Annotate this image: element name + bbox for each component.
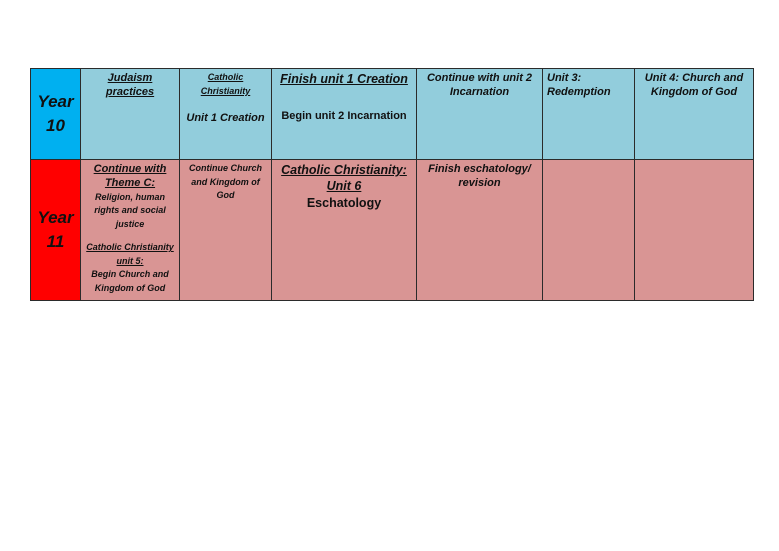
cell-text: Unit 4: Church and Kingdom of God <box>644 72 744 99</box>
cell-y10-finish-creation <box>272 69 417 160</box>
cell-y11-theme-c <box>81 160 180 301</box>
cell-body: Unit 1 Creation <box>186 112 265 124</box>
cell-y10-incarnation <box>417 69 543 160</box>
year-11-row <box>31 160 754 301</box>
cell-body-2: Begin Church and Kingdom of God <box>91 269 169 293</box>
cell-heading: Continue with Theme C: <box>93 163 167 190</box>
cell-y11-empty-2 <box>635 160 754 301</box>
cell-text: Unit 3: Redemption <box>547 72 611 99</box>
cell-body: Religion, human rights and social justice <box>94 191 166 229</box>
cell-body: Eschatology <box>306 195 382 210</box>
cell-y10-redemption <box>543 69 635 160</box>
cell-heading-2: Catholic Christianity unit 5: <box>86 242 174 266</box>
cell-text: Finish eschatology/ revision <box>428 163 531 190</box>
cell-text: Continue Church and Kingdom of God <box>189 163 262 200</box>
cell-y10-church-kingdom <box>635 69 754 160</box>
cell-y11-finish-eschatology <box>417 160 543 301</box>
year-11-label: Year 11 <box>31 160 81 301</box>
cell-text: Continue with unit 2 Incarnation <box>426 72 533 99</box>
cell-y11-empty-1 <box>543 160 635 301</box>
cell-y11-continue-church <box>180 160 272 301</box>
cell-y10-judaism <box>81 69 180 160</box>
cell-heading: Catholic Christianity: Unit 6 <box>281 163 407 194</box>
cell-body: Begin unit 2 Incarnation <box>281 110 407 123</box>
cell-text: Judaism practices <box>105 72 155 99</box>
cell-y10-catholic-creation <box>180 69 272 160</box>
cell-heading: Catholic Christianity <box>200 72 251 96</box>
curriculum-table <box>30 68 754 301</box>
year-10-label: Year 10 <box>31 69 81 160</box>
cell-y11-eschatology <box>272 160 417 301</box>
cell-heading: Finish unit 1 Creation <box>280 72 408 86</box>
year-10-row <box>31 69 754 160</box>
